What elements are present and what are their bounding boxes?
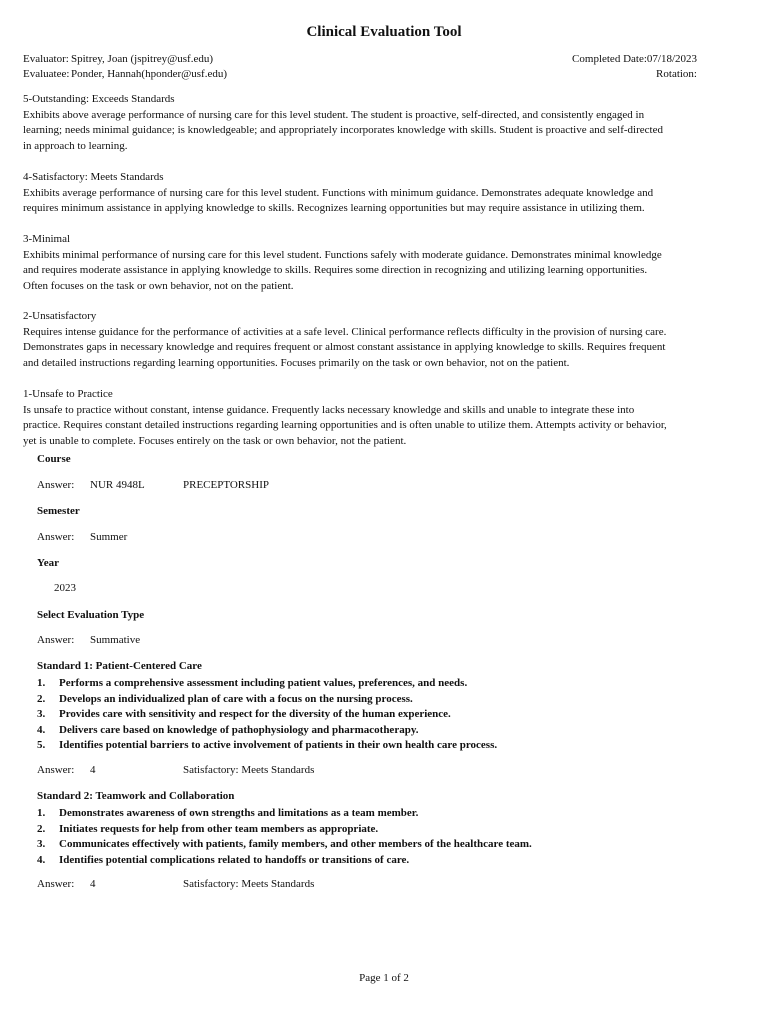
criterion-text: Develops an individualized plan of care with a focus on the nursing process. [59,692,413,705]
rotation: Rotation: [656,68,697,80]
criterion-text: Performs a comprehensive assessment including patient values, preferences, and needs. [59,677,468,689]
course-label: Course [37,453,71,465]
answer-label: Answer: [37,764,75,776]
standard-2-criteria [37,806,717,868]
standard-2-rating: Satisfactory: Meets Standards [183,878,315,890]
criterion-text: Communicates effectively with patients, family members, and other members of the healthcare team. [59,838,532,850]
standard-2-title: Standard 2: Teamwork and Collaboration [37,790,235,802]
semester-value: Summer [90,531,128,543]
answer-label: Answer: [37,634,75,646]
criterion-number: 3. [37,708,46,720]
scale-title: 4-Satisfactory: Meets Standards [23,171,164,183]
year-label: Year [37,557,59,569]
scale-title: 5-Outstanding: Exceeds Standards [23,93,175,105]
criterion-number: 2. [37,692,46,705]
criterion-item [37,822,717,838]
criterion-number: 2. [37,822,46,835]
page-number: Page 1 of 2 [359,972,409,984]
scale-description: Exhibits average performance of nursing care for this level student. Functions with minimum guidance. Demonstrates adequate knowledge and requires minimum assistance in applying knowledge to skills. Recognizes learning opportunities but may require assistance in utilizing them. [23,186,654,215]
criterion-text: Identifies potential barriers to active involvement of patients in their own health care process. [59,739,498,751]
course-code: NUR 4948L [90,479,145,491]
criterion-number: 1. [37,807,46,819]
scale-description: Exhibits minimal performance of nursing care for this level student. Functions safely with moderate guidance. Demonstrates minimal knowledge and requires moderate assistance in applying knowledge to skills. Requires some direction in recognizing and utilizing learning opportunities. Often focuses on the task or own behavior, not on the patient. [23,248,662,292]
criterion-text: Demonstrates awareness of own strengths and limitations as a team member. [59,807,419,819]
evaluatee-line [23,68,227,80]
scale-level-3 [23,232,673,294]
criterion-item [37,806,717,822]
criterion-text: Delivers care based on knowledge of pathophysiology and pharmacotherapy. [59,723,419,736]
semester-label: Semester [37,505,80,517]
answer-label: Answer: [37,878,75,890]
criterion-item [37,676,717,692]
year-value: 2023 [54,582,76,594]
evaluatee-label: Evaluatee: [23,68,70,80]
answer-label: Answer: [37,479,75,491]
course-name: PRECEPTORSHIP [183,479,269,491]
scale-description: Exhibits above average performance of nursing care for this level student. The student is proactive, self-directed, and consistently engaged in learning; needs minimal guidance; is knowledgeable; and appropriately incorporates knowledge with skills. Student is proactive and self-directed in approach to learning. [23,108,663,152]
criterion-number: 1. [37,677,46,689]
criterion-item [37,853,717,869]
standard-1-title: Standard 1: Patient-Centered Care [37,660,202,672]
completed-date: Completed Date:07/18/2023 [572,53,697,65]
criterion-text: Initiates requests for help from other team members as appropriate. [59,822,379,835]
evaluator-value: Spitrey, Joan (jspitrey@usf.edu) [71,53,214,65]
evaluator-label: Evaluator: [23,53,69,65]
answer-label: Answer: [37,531,75,543]
scale-level-2 [23,309,673,371]
scale-level-4 [23,170,673,217]
standard-2-score: 4 [90,878,96,890]
criterion-text: Provides care with sensitivity and respect for the diversity of the human experience. [59,708,451,720]
scale-title: 3-Minimal [23,233,71,245]
criterion-number: 3. [37,838,46,850]
criterion-number: 4. [37,723,46,736]
criterion-item [37,837,717,853]
criterion-number: 5. [37,739,46,751]
evaluation-type-value: Summative [90,634,141,646]
criterion-item [37,738,717,754]
scale-title: 1-Unsafe to Practice [23,388,113,400]
criterion-item [37,707,717,723]
evaluation-type-label: Select Evaluation Type [37,609,145,621]
criterion-number: 4. [37,853,46,866]
scale-level-1 [23,387,673,449]
standard-1-criteria [37,676,717,754]
scale-description: Is unsafe to practice without constant, intense guidance. Frequently lacks necessary knowledge and skills and unable to integrate these into practice. Requires constant detailed instructions regarding learning opportunities and is often unable to utilize them. Attempts activity or behavior, yet is unable to complete. Focuses entirely on the task or own behavior, not the patient. [23,403,667,447]
scale-description: Requires intense guidance for the performance of activities at a safe level. Clinical performance reflects difficulty in the provision of nursing care. Demonstrates gaps in necessary knowledge and requires frequent or almost constant assistance in applying knowledge to skills. Requires frequent and detailed instructions regarding learning opportunities. Focuses primarily on the task or own behavior, not on the patient. [23,325,667,369]
evaluator-line [23,53,213,65]
criterion-item [37,723,717,739]
scale-level-5 [23,92,673,154]
criterion-item [37,692,717,708]
standard-1-score: 4 [90,764,96,776]
criterion-text: Identifies potential complications related to handoffs or transitions of care. [59,853,410,866]
evaluatee-value: Ponder, Hannah(hponder@usf.edu) [71,68,228,80]
standard-1-rating: Satisfactory: Meets Standards [183,764,315,776]
document-title: Clinical Evaluation Tool [306,24,462,40]
scale-title: 2-Unsatisfactory [23,310,97,322]
